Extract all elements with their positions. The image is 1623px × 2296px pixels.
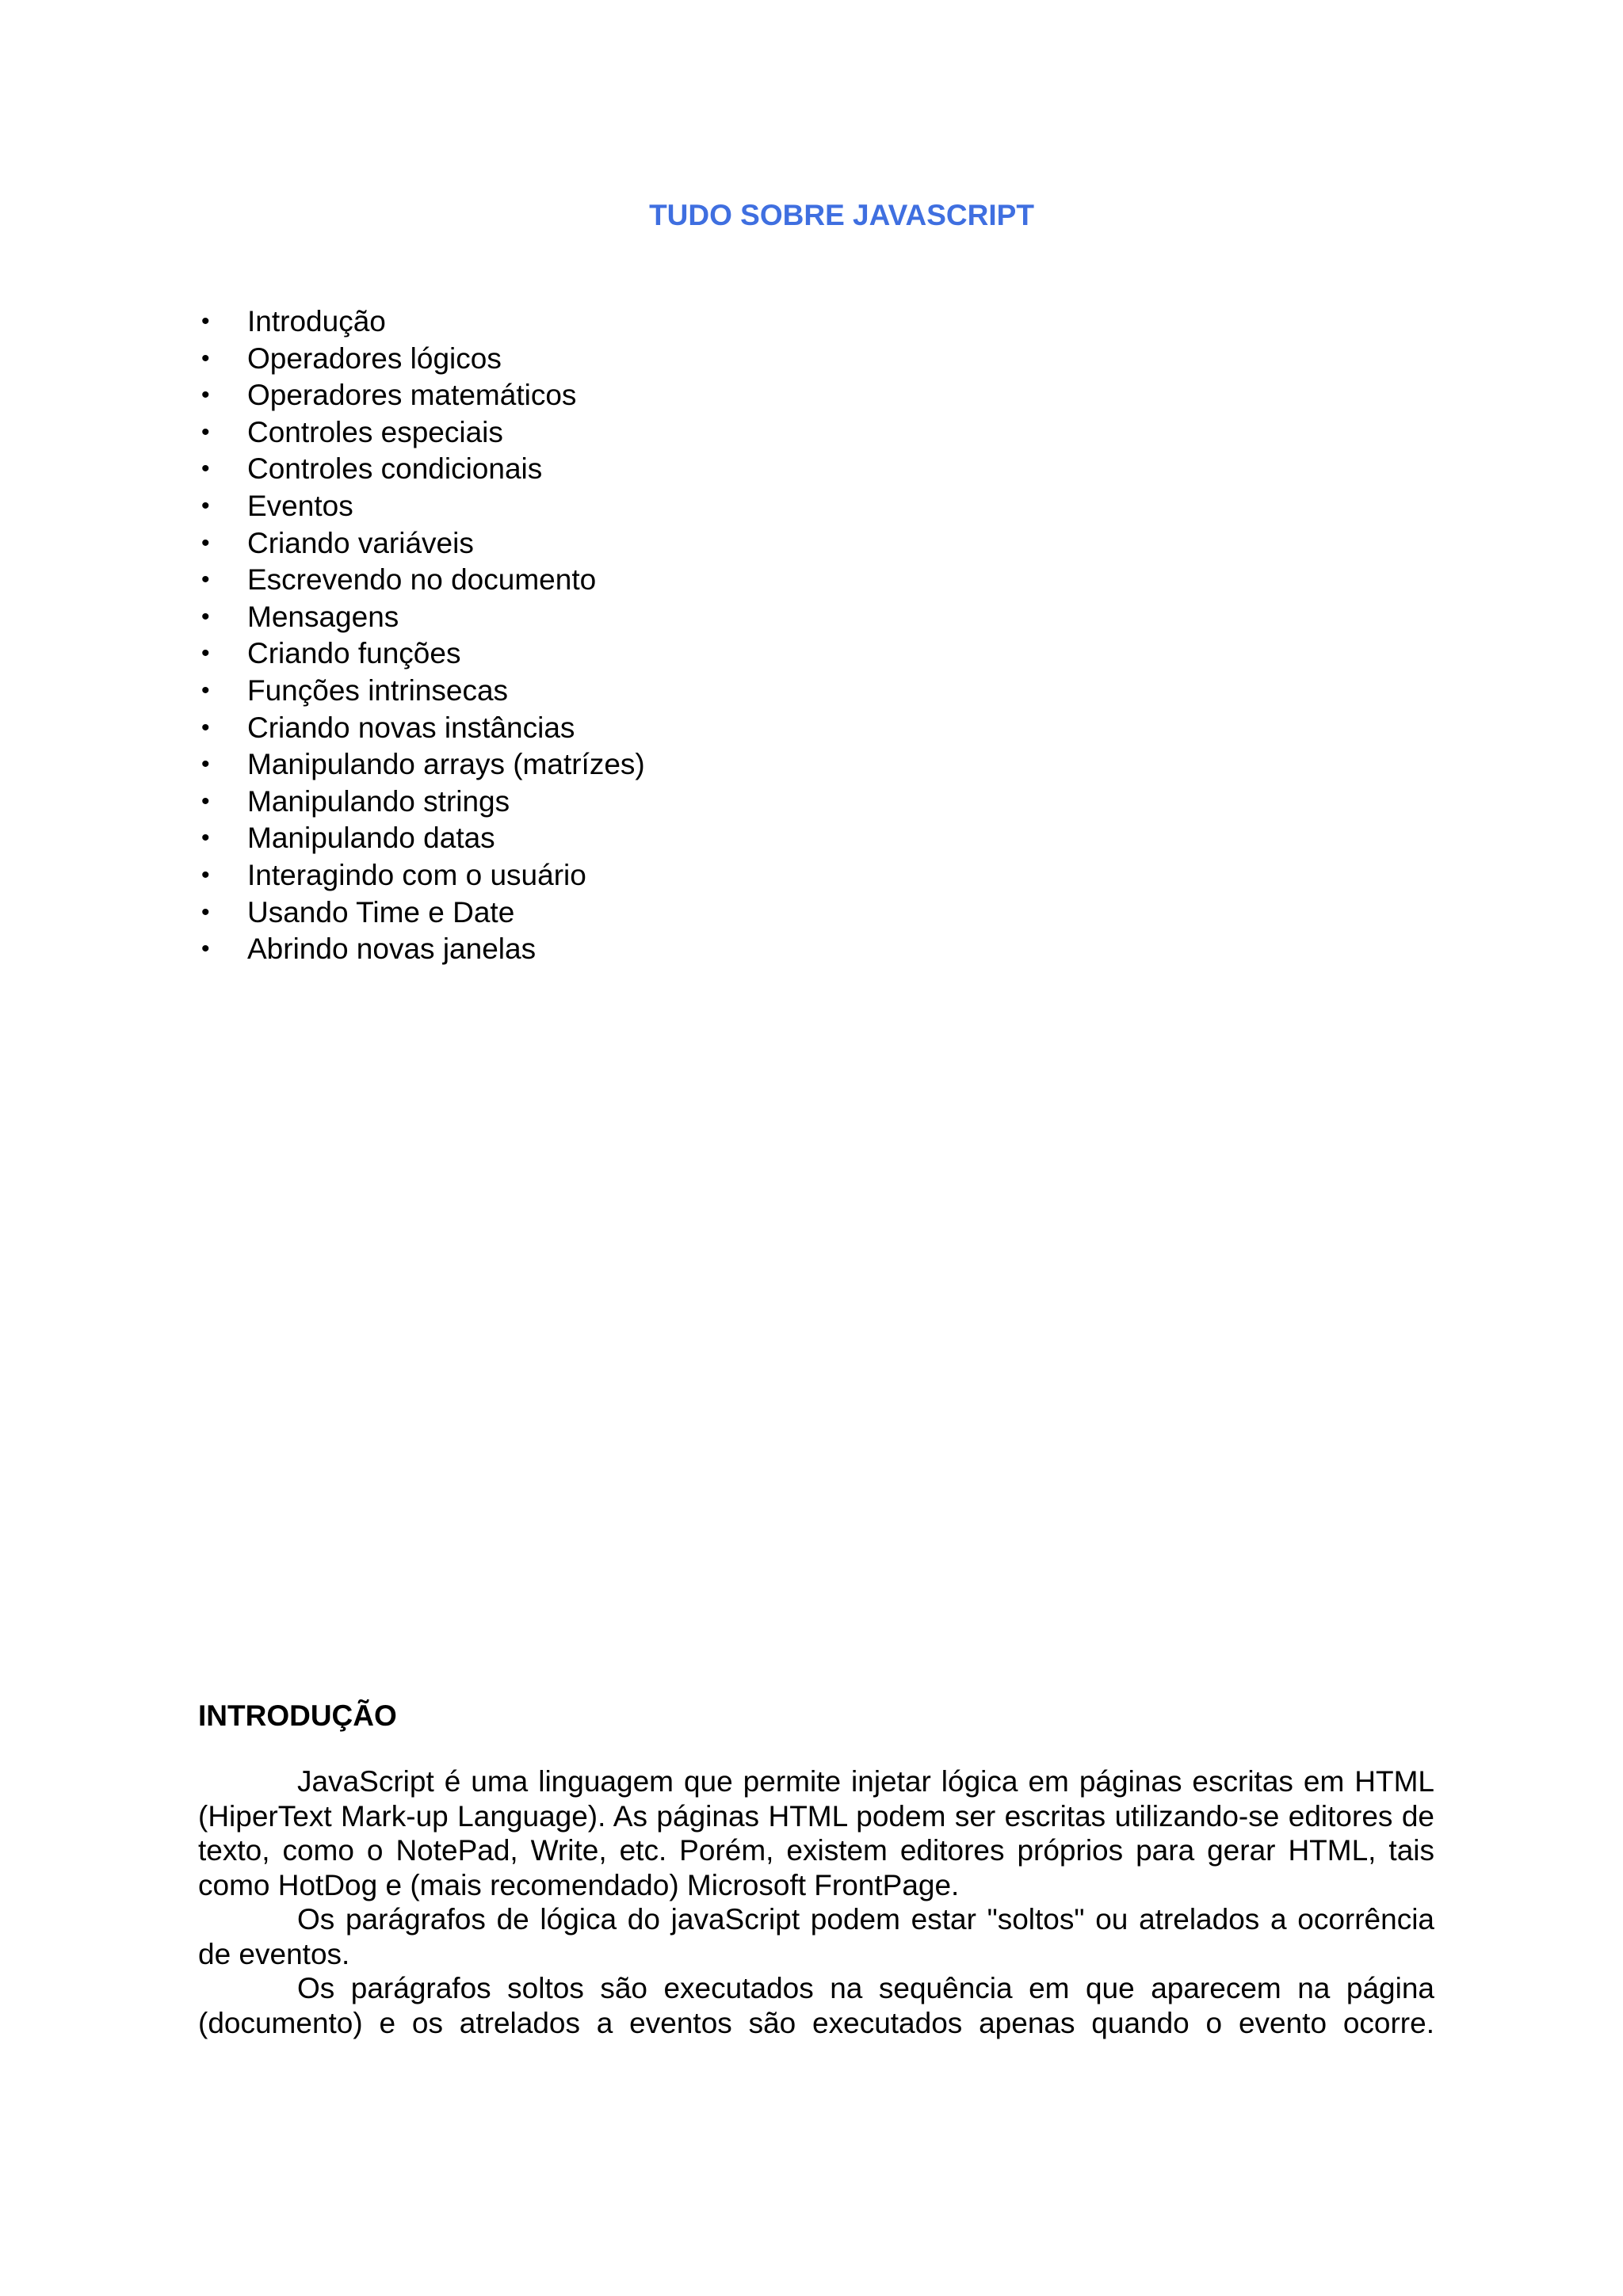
toc-item: [198, 525, 645, 563]
bullet-icon: •: [201, 492, 210, 519]
bullet-icon: •: [201, 751, 210, 778]
paragraph: Os parágrafos de lógica do javaScript podem estar "soltos" ou atrelados a ocorrência de eventos.: [198, 1903, 1434, 1970]
toc-item: [198, 673, 645, 710]
toc-item-label: Funções intrinsecas: [247, 673, 509, 707]
bullet-icon: •: [201, 529, 210, 556]
bullet-icon: •: [201, 418, 210, 445]
toc-item: [198, 931, 645, 968]
toc-item-label: Escrevendo no documento: [247, 563, 597, 597]
toc-item: [198, 746, 645, 784]
bullet-icon: •: [201, 936, 210, 963]
table-of-contents: [198, 303, 645, 968]
document-title: TUDO SOBRE JAVASCRIPT: [649, 199, 1034, 231]
toc-item: [198, 894, 645, 932]
toc-item-label: Manipulando datas: [247, 822, 495, 855]
toc-item: [198, 414, 645, 452]
toc-item-label: Mensagens: [247, 600, 399, 633]
toc-item-label: Controles especiais: [247, 415, 503, 448]
toc-item: [198, 451, 645, 488]
toc-item: [198, 303, 645, 341]
bullet-icon: •: [201, 825, 210, 852]
paragraph: JavaScript é uma linguagem que permite injetar lógica em páginas escritas em HTML (HiperText Mark-up Language). As páginas HTML podem ser escritas utilizando-se editores de texto, como o NotePad, Write, etc. Porém, existem editores próprios para gerar HTML, tais como HotDog e (mais recomendado) Microsoft FrontPage.: [198, 1765, 1434, 1901]
bullet-icon: •: [201, 603, 210, 630]
toc-item-label: Eventos: [247, 489, 353, 522]
toc-item-label: Abrindo novas janelas: [247, 933, 537, 966]
bullet-icon: •: [201, 640, 210, 667]
section-heading: INTRODUÇÃO: [198, 1699, 397, 1732]
toc-item: [198, 341, 645, 378]
toc-item-label: Usando Time e Date: [247, 895, 515, 929]
toc-item: [198, 599, 645, 636]
bullet-icon: •: [201, 714, 210, 741]
bullet-icon: •: [201, 788, 210, 814]
toc-item-label: Operadores matemáticos: [247, 379, 577, 412]
bullet-icon: •: [201, 566, 210, 593]
toc-item-label: Operadores lógicos: [247, 341, 502, 375]
toc-item-label: Interagindo com o usuário: [247, 858, 586, 891]
section-body: [198, 1764, 1434, 2040]
toc-item-label: Criando variáveis: [247, 526, 474, 559]
toc-item: [198, 562, 645, 599]
toc-item: [198, 635, 645, 673]
bullet-icon: •: [201, 382, 210, 409]
toc-item-label: Introdução: [247, 305, 386, 338]
bullet-icon: •: [201, 898, 210, 925]
bullet-icon: •: [201, 308, 210, 334]
toc-item: [198, 820, 645, 857]
bullet-icon: •: [201, 861, 210, 888]
toc-item-label: Controles condicionais: [247, 452, 543, 486]
paragraph: Os parágrafos soltos são executados na sequência em que aparecem na página (documento) e os atrelados a eventos são executados apenas quando o evento ocorre.: [198, 1972, 1434, 2039]
toc-item-label: Manipulando strings: [247, 784, 510, 818]
toc-item-label: Criando novas instâncias: [247, 711, 575, 744]
bullet-icon: •: [201, 677, 210, 704]
toc-item: [198, 377, 645, 414]
bullet-icon: •: [201, 345, 210, 372]
toc-item-label: Manipulando arrays (matrízes): [247, 748, 645, 781]
toc-item: [198, 857, 645, 894]
bullet-icon: •: [201, 456, 210, 482]
toc-item: [198, 784, 645, 821]
toc-item: [198, 710, 645, 747]
toc-item: [198, 488, 645, 525]
toc-item-label: Criando funções: [247, 637, 461, 670]
